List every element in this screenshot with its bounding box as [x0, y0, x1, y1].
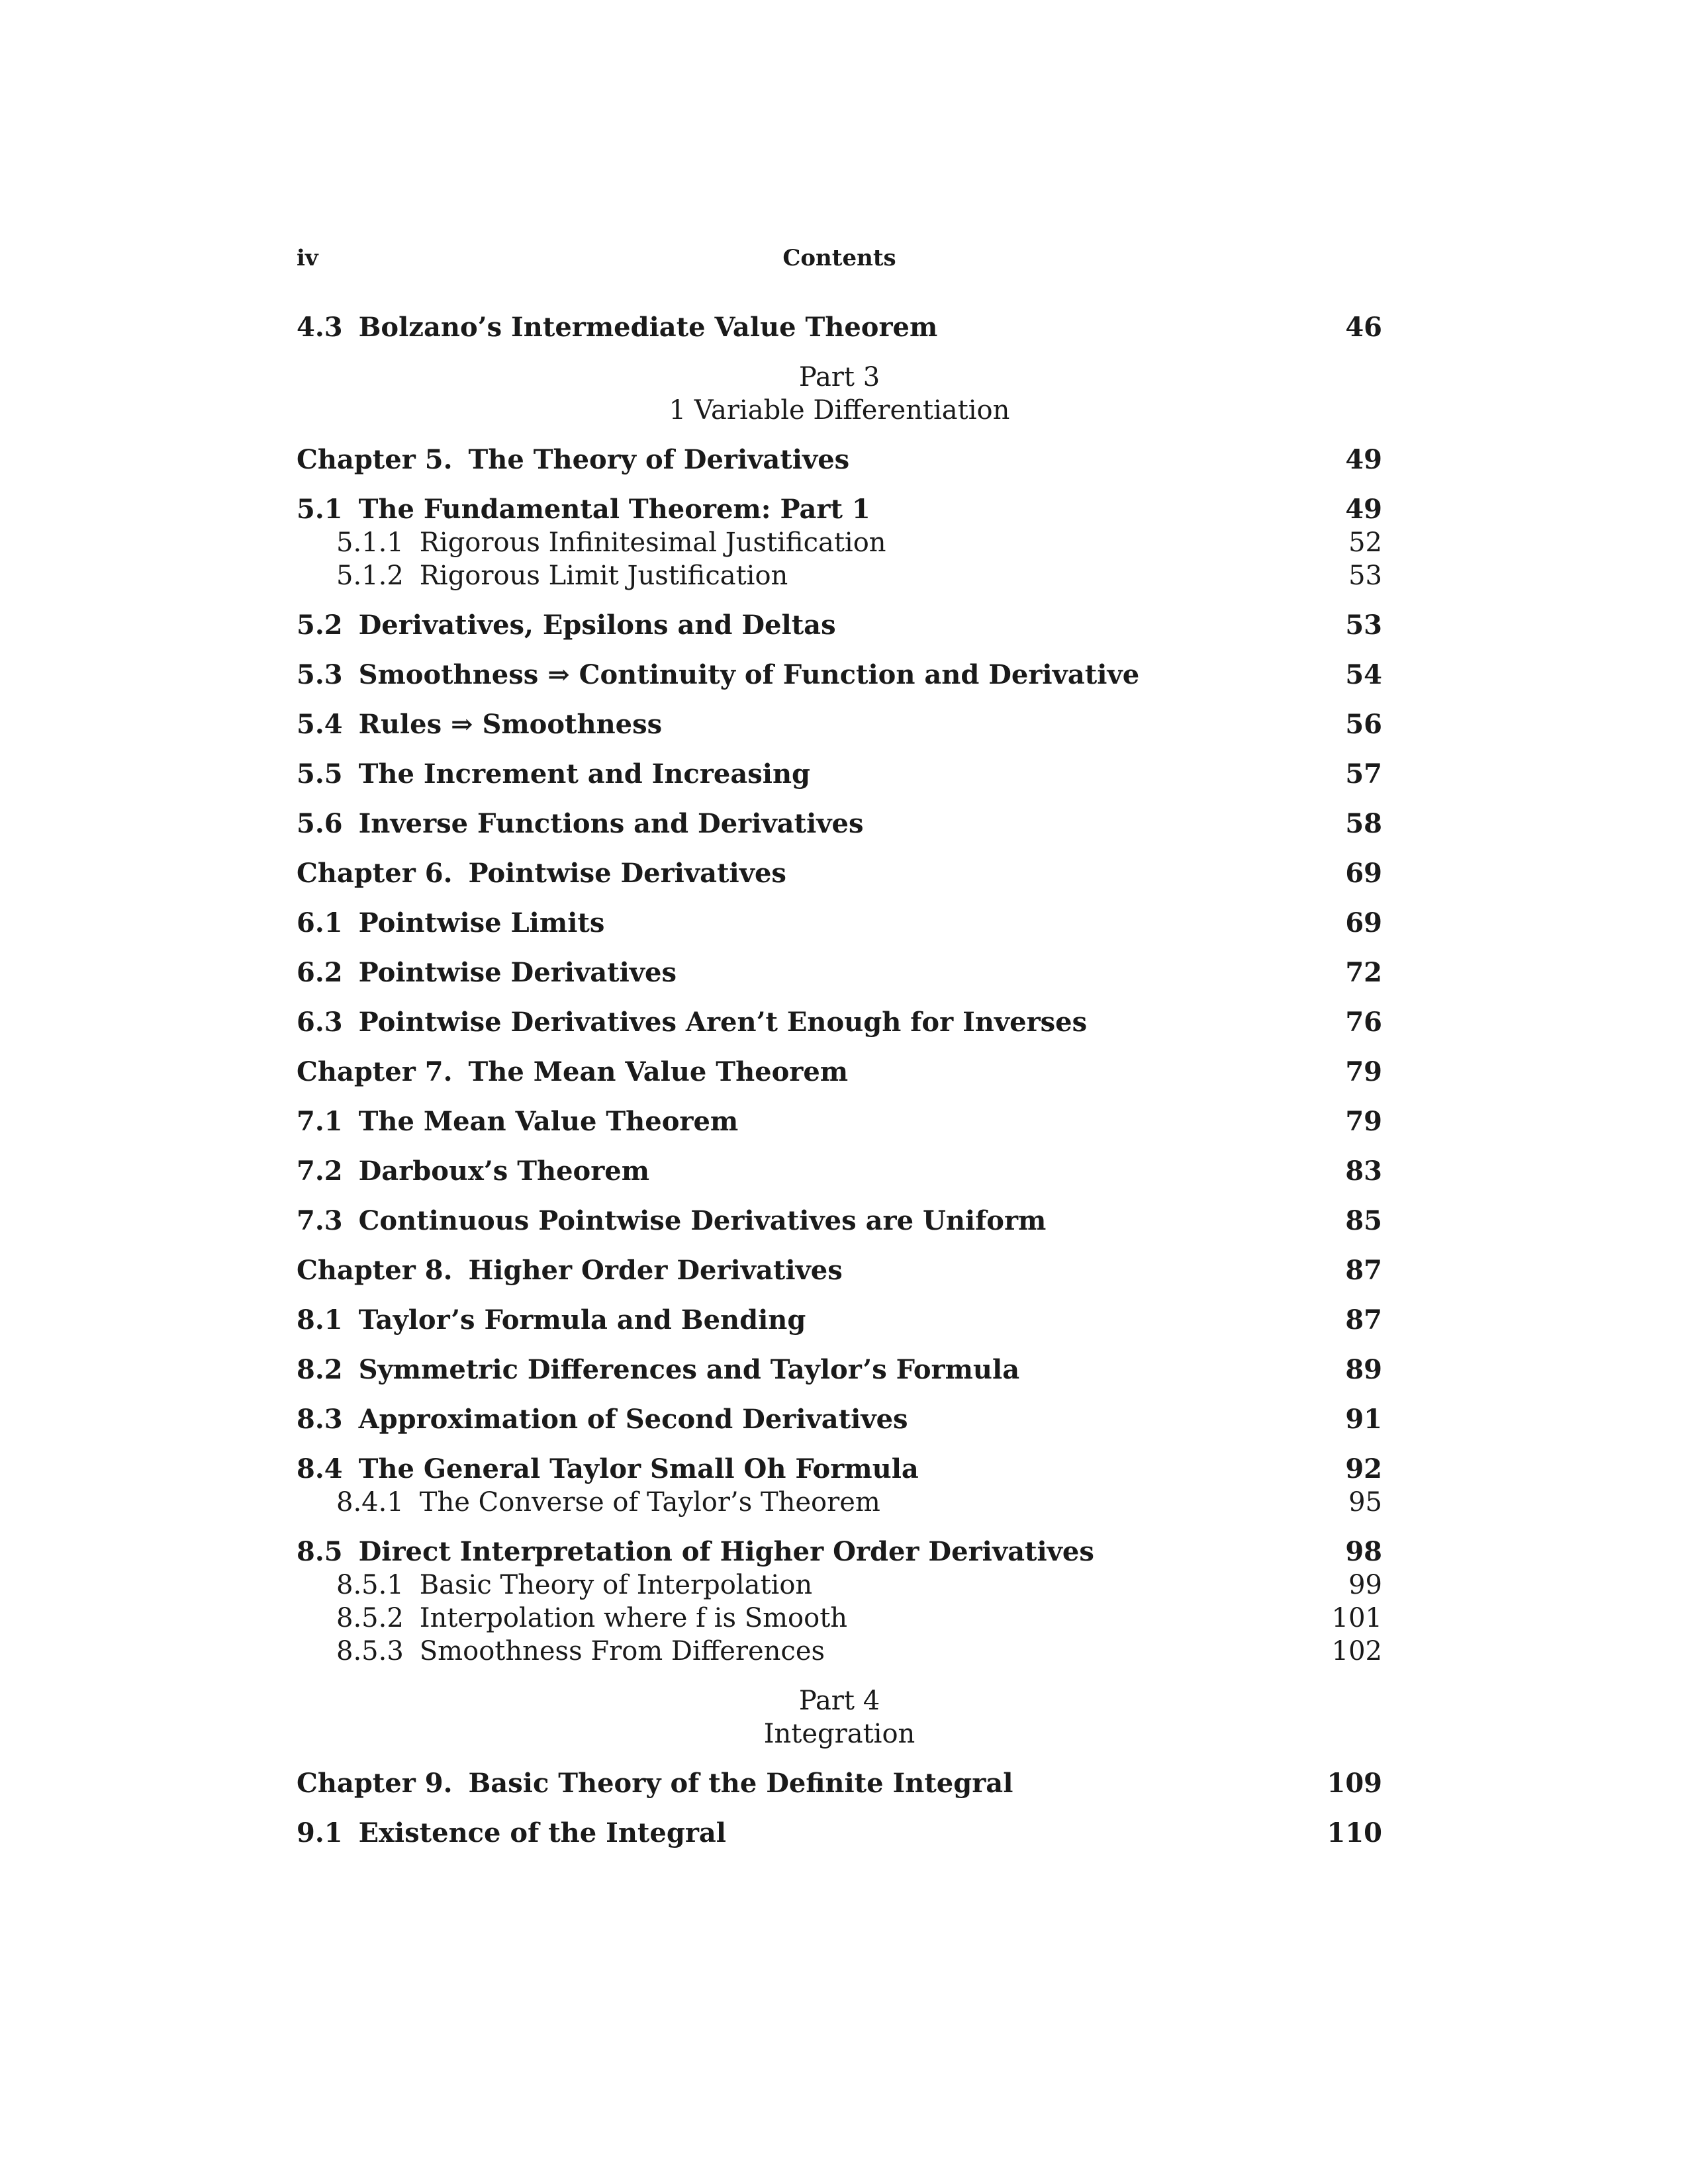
- toc-entry-page-number: 46: [1345, 312, 1382, 343]
- toc-entry-number: 8.2: [297, 1354, 343, 1385]
- toc-entry-heading: [336, 1635, 1332, 1668]
- toc-entry-number: 6.1: [297, 907, 343, 938]
- toc-entry-page-number: 110: [1327, 1817, 1382, 1848]
- toc-entry-page-number: 91: [1345, 1404, 1382, 1435]
- toc-entry-heading: [297, 907, 1345, 940]
- toc-section-entry[interactable]: [297, 1353, 1382, 1387]
- toc-entry-page-number: 76: [1345, 1007, 1382, 1038]
- toc-entry-number: 8.5.1: [336, 1570, 404, 1600]
- toc-entry-heading: [336, 1569, 1348, 1602]
- toc-entry-title: The General Taylor Small Oh Formula: [358, 1453, 919, 1484]
- toc-entry-heading: [297, 1453, 1345, 1486]
- toc-entry-title: Rigorous Limit Justification: [419, 561, 788, 591]
- toc-entry-page-number: 54: [1345, 659, 1382, 690]
- toc-entry-heading: [297, 1056, 1345, 1089]
- toc-entry-title: Approximation of Second Derivatives: [358, 1404, 908, 1435]
- toc-entry-page-number: 53: [1348, 561, 1382, 591]
- toc-chapter-entry[interactable]: [297, 443, 1382, 477]
- toc-entry-page-number: 49: [1345, 494, 1382, 525]
- toc-entry-title: Continuous Pointwise Derivatives are Uniform: [358, 1205, 1047, 1236]
- toc-section-entry[interactable]: [297, 1304, 1382, 1337]
- toc-page: [297, 245, 1382, 1850]
- toc-entry-number: 7.3: [297, 1205, 343, 1236]
- toc-entry-page-number: 87: [1345, 1255, 1382, 1286]
- toc-section-entry[interactable]: [297, 1006, 1382, 1039]
- toc-chapter-entry[interactable]: [297, 1767, 1382, 1800]
- toc-entry-number: 5.3: [297, 659, 343, 690]
- toc-entry-number: Chapter 6.: [297, 858, 453, 889]
- toc-entry-page-number: 95: [1348, 1487, 1382, 1518]
- toc-section-entry[interactable]: [297, 1105, 1382, 1138]
- toc-entry-number: 7.1: [297, 1106, 343, 1137]
- toc-entry-number: 5.1.2: [336, 561, 404, 591]
- toc-entry-page-number: 109: [1327, 1768, 1382, 1799]
- toc-entry-number: 6.2: [297, 957, 343, 988]
- toc-subsection-entry[interactable]: [297, 1602, 1382, 1635]
- toc-entry-heading: [297, 609, 1345, 642]
- toc-entry-title: Smoothness From Differences: [419, 1636, 825, 1666]
- toc-section-entry[interactable]: [297, 1817, 1382, 1850]
- toc-entry-heading: [336, 559, 1348, 592]
- toc-entry-title: Pointwise Limits: [358, 907, 605, 938]
- toc-entry-heading: [297, 956, 1345, 989]
- toc-entry-heading: [297, 758, 1345, 791]
- toc-subsection-entry[interactable]: [297, 1569, 1382, 1602]
- toc-chapter-entry[interactable]: [297, 1056, 1382, 1089]
- toc-entry-page-number: 72: [1345, 957, 1382, 988]
- toc-section-entry[interactable]: [297, 1403, 1382, 1436]
- toc-entry-heading: [336, 526, 1348, 559]
- toc-entry-heading: [336, 1602, 1332, 1635]
- toc-entry-title: Direct Interpretation of Higher Order Derivatives: [358, 1536, 1094, 1567]
- toc-entry-title: The Fundamental Theorem: Part 1: [358, 494, 870, 525]
- toc-entry-number: 5.5: [297, 758, 343, 790]
- toc-entry-title: Bolzano’s Intermediate Value Theorem: [358, 312, 938, 343]
- toc-entry-number: 9.1: [297, 1817, 343, 1848]
- toc-entry-page-number: 102: [1331, 1636, 1382, 1666]
- toc-entry-number: 8.3: [297, 1404, 343, 1435]
- toc-entry-heading: [297, 1767, 1327, 1800]
- toc-entry-page-number: 69: [1345, 907, 1382, 938]
- toc-entry-heading: [297, 1006, 1345, 1039]
- toc-entry-page-number: 57: [1345, 758, 1382, 790]
- toc-section-entry[interactable]: [297, 609, 1382, 642]
- toc-entry-title: Taylor’s Formula and Bending: [358, 1304, 806, 1336]
- toc-entry-title: The Theory of Derivatives: [468, 444, 850, 475]
- toc-entry-number: 5.4: [297, 709, 343, 740]
- toc-entry-title: Smoothness ⇒ Continuity of Function and Derivative: [358, 659, 1140, 690]
- toc-entry-title: Basic Theory of Interpolation: [419, 1570, 813, 1600]
- toc-entry-heading: [297, 1535, 1345, 1569]
- toc-entry-page-number: 79: [1345, 1056, 1382, 1087]
- toc-entry-number: 5.2: [297, 610, 343, 641]
- toc-entry-heading: [336, 1486, 1348, 1519]
- toc-entry-title: The Mean Value Theorem: [468, 1056, 849, 1087]
- toc-section-entry[interactable]: [297, 807, 1382, 841]
- toc-chapter-entry[interactable]: [297, 1254, 1382, 1287]
- toc-subsection-entry[interactable]: [297, 559, 1382, 592]
- toc-entry-number: 8.1: [297, 1304, 343, 1336]
- part-label: Part 4: [798, 1686, 880, 1716]
- toc-entry-page-number: 92: [1345, 1453, 1382, 1484]
- toc-section-entry[interactable]: [297, 708, 1382, 741]
- toc-entry-page-number: 56: [1345, 709, 1382, 740]
- toc-entry-page-number: 87: [1345, 1304, 1382, 1336]
- toc-entry-title: Interpolation where f is Smooth: [419, 1603, 848, 1633]
- toc-section-entry[interactable]: [297, 1155, 1382, 1188]
- toc-section-entry[interactable]: [297, 659, 1382, 692]
- toc-entry-number: 7.2: [297, 1156, 343, 1187]
- toc-entry-page-number: 52: [1348, 527, 1382, 558]
- toc-entry-number: 5.1: [297, 494, 343, 525]
- toc-section-entry[interactable]: [297, 1535, 1382, 1569]
- toc-entry-heading: [297, 807, 1345, 841]
- toc-entry-title: Pointwise Derivatives Aren’t Enough for Inverses: [358, 1007, 1088, 1038]
- toc-section-entry[interactable]: [297, 493, 1382, 526]
- toc-entry-heading: [297, 659, 1345, 692]
- toc-entry-number: 4.3: [297, 312, 343, 343]
- toc-subsection-entry[interactable]: [297, 1635, 1382, 1668]
- toc-entry-page-number: 83: [1345, 1156, 1382, 1187]
- toc-entry-title: The Converse of Taylor’s Theorem: [419, 1487, 880, 1518]
- toc-entry-page-number: 69: [1345, 858, 1382, 889]
- toc-entry-page-number: 53: [1345, 610, 1382, 641]
- toc-section-entry[interactable]: [297, 956, 1382, 989]
- toc-entry-heading: [297, 708, 1345, 741]
- toc-entry-title: Pointwise Derivatives: [358, 957, 677, 988]
- toc-entry-number: 8.5: [297, 1536, 343, 1567]
- toc-section-entry[interactable]: [297, 758, 1382, 791]
- toc-entry-number: 8.4: [297, 1453, 343, 1484]
- running-head: [297, 245, 1382, 285]
- toc-entry-heading: [297, 1205, 1345, 1238]
- toc-entry-number: 8.5.3: [336, 1636, 404, 1666]
- toc-entry-title: Darboux’s Theorem: [358, 1156, 650, 1187]
- toc-entry-heading: [297, 1403, 1345, 1436]
- toc-entry-page-number: 58: [1345, 808, 1382, 839]
- part-title: Integration: [763, 1719, 915, 1749]
- toc-entry-number: 8.5.2: [336, 1603, 404, 1633]
- toc-entry-heading: [297, 493, 1345, 526]
- page-folio: iv: [297, 245, 318, 271]
- toc-entry-title: Basic Theory of the Definite Integral: [468, 1768, 1013, 1799]
- toc-entry-heading: [297, 1254, 1345, 1287]
- toc-entry-title: Inverse Functions and Derivatives: [358, 808, 864, 839]
- toc-entry-title: Rigorous Infinitesimal Justification: [419, 527, 886, 558]
- toc-entry-number: 6.3: [297, 1007, 343, 1038]
- toc-entry-number: 5.1.1: [336, 527, 404, 558]
- toc-entry-title: Pointwise Derivatives: [468, 858, 786, 889]
- toc-entry-page-number: 49: [1345, 444, 1382, 475]
- toc-entry-heading: [297, 443, 1345, 477]
- toc-entry-heading: [297, 1817, 1327, 1850]
- toc-subsection-entry[interactable]: [297, 1486, 1382, 1519]
- toc-entry-number: Chapter 9.: [297, 1768, 453, 1799]
- toc-section-entry[interactable]: [297, 311, 1382, 344]
- toc-entry-title: Higher Order Derivatives: [468, 1255, 843, 1286]
- toc-entry-number: 8.4.1: [336, 1487, 404, 1518]
- toc-subsection-entry[interactable]: [297, 526, 1382, 559]
- toc-entry-title: Existence of the Integral: [358, 1817, 727, 1848]
- toc-section-entry[interactable]: [297, 1205, 1382, 1238]
- toc-entry-page-number: 99: [1348, 1570, 1382, 1600]
- toc-section-entry[interactable]: [297, 907, 1382, 940]
- toc-entry-heading: [297, 1304, 1345, 1337]
- part-title: 1 Variable Differentiation: [669, 395, 1010, 426]
- table-of-contents: [297, 311, 1382, 1850]
- toc-entry-title: Derivatives, Epsilons and Deltas: [358, 610, 836, 641]
- toc-entry-number: Chapter 8.: [297, 1255, 453, 1286]
- toc-entry-number: 5.6: [297, 808, 343, 839]
- toc-entry-title: Rules ⇒ Smoothness: [358, 709, 663, 740]
- toc-entry-number: Chapter 5.: [297, 444, 453, 475]
- toc-chapter-entry[interactable]: [297, 857, 1382, 890]
- running-head-title: Contents: [782, 245, 896, 271]
- toc-entry-heading: [297, 311, 1345, 344]
- toc-entry-page-number: 101: [1331, 1603, 1382, 1633]
- toc-entry-page-number: 79: [1345, 1106, 1382, 1137]
- toc-entry-heading: [297, 1155, 1345, 1188]
- toc-entry-page-number: 98: [1345, 1536, 1382, 1567]
- toc-entry-heading: [297, 857, 1345, 890]
- toc-entry-heading: [297, 1353, 1345, 1387]
- toc-entry-page-number: 85: [1345, 1205, 1382, 1236]
- toc-entry-title: Symmetric Differences and Taylor’s Formula: [358, 1354, 1020, 1385]
- toc-entry-title: The Increment and Increasing: [358, 758, 810, 790]
- toc-entry-title: The Mean Value Theorem: [358, 1106, 739, 1137]
- toc-entry-heading: [297, 1105, 1345, 1138]
- toc-entry-page-number: 89: [1345, 1354, 1382, 1385]
- toc-entry-number: Chapter 7.: [297, 1056, 453, 1087]
- part-label: Part 3: [798, 362, 880, 392]
- toc-section-entry[interactable]: [297, 1453, 1382, 1486]
